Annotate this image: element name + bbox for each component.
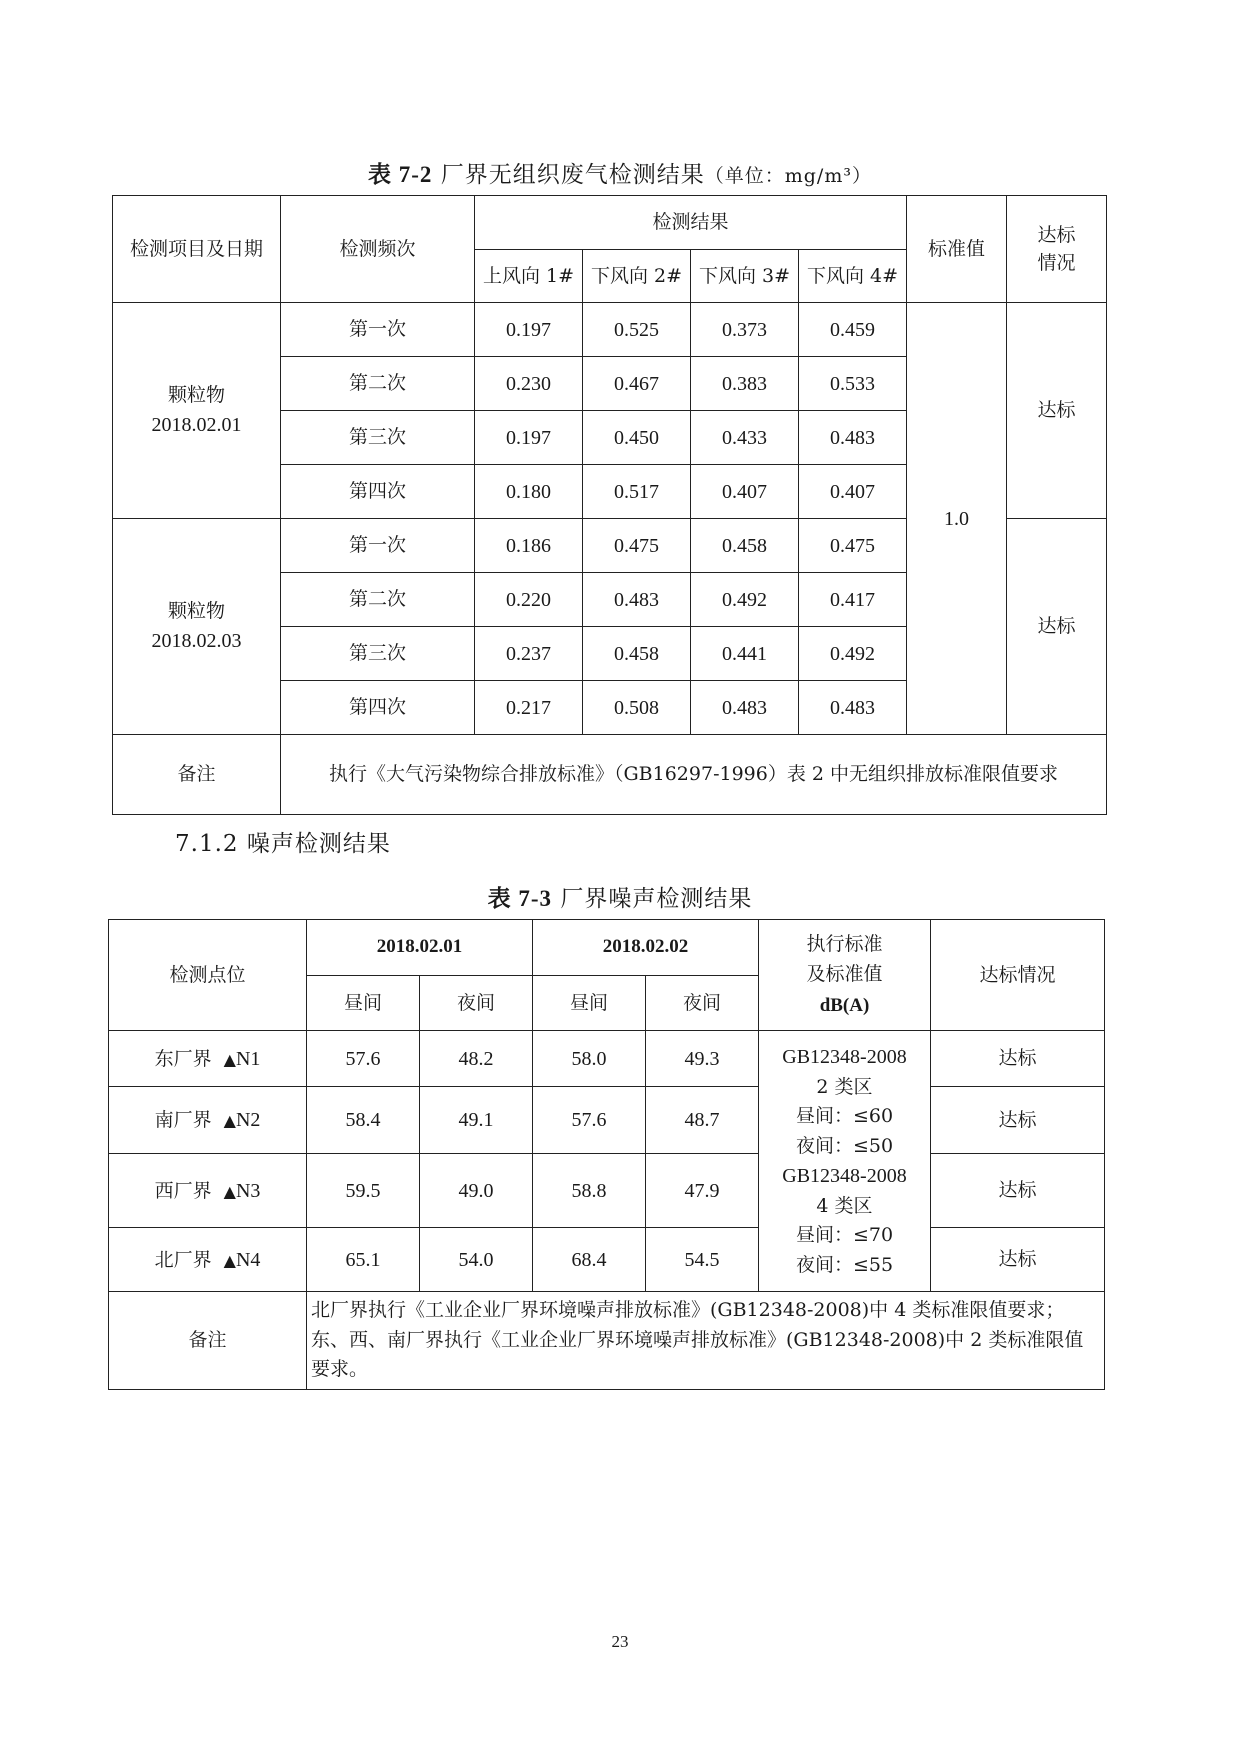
item-name: 颗粒物 (167, 600, 225, 623)
value-cell: 48.7 (646, 1087, 759, 1154)
caption-title: 厂界噪声检测结果 (560, 886, 753, 912)
item-date: 2018.02.03 (151, 629, 242, 652)
value-cell: 0.492 (691, 573, 799, 627)
point-cell (109, 1154, 307, 1228)
table-row (109, 1154, 1105, 1228)
compliance-cell: 达标 (1007, 303, 1107, 519)
item-date: 2018.02.01 (151, 413, 242, 436)
value-cell: 65.1 (307, 1228, 420, 1292)
compliance-cell: 达标 (1007, 519, 1107, 735)
note-row (113, 735, 1107, 815)
header-item-date: 检测项目及日期 (113, 196, 281, 303)
value-cell: 0.230 (475, 357, 583, 411)
frequency-cell: 第四次 (281, 681, 475, 735)
header-compliance: 达标情况 (931, 920, 1105, 1031)
caption-label: 表 7-2 (368, 162, 433, 187)
item-name: 颗粒物 (167, 384, 225, 407)
value-cell: 49.3 (646, 1031, 759, 1087)
point-cell (109, 1031, 307, 1087)
value-cell: 0.533 (799, 357, 907, 411)
point-name: 西厂界 (154, 1179, 212, 1202)
header-compliance (1007, 196, 1107, 303)
value-cell: 0.458 (583, 627, 691, 681)
header-night: 夜间 (420, 976, 533, 1031)
header-standard-line1: 执行标准 (806, 932, 883, 955)
header-site: 下风向 3# (691, 250, 799, 303)
header-day: 昼间 (307, 976, 420, 1031)
value-cell: 0.459 (799, 303, 907, 357)
standard-value: 1.0 (907, 303, 1007, 735)
point-cell (109, 1087, 307, 1154)
value-cell: 49.0 (420, 1154, 533, 1228)
table-row (109, 1087, 1105, 1154)
value-cell: 0.220 (475, 573, 583, 627)
point-name: 北厂界 (154, 1248, 212, 1271)
header-site: 下风向 2# (583, 250, 691, 303)
value-cell: 0.467 (583, 357, 691, 411)
value-cell: 0.407 (691, 465, 799, 519)
header-standard-line2: 及标准值 (806, 963, 883, 986)
header-compliance-line2: 情况 (1037, 252, 1076, 274)
table-row (109, 1031, 1105, 1087)
header-date: 2018.02.01 (307, 920, 533, 976)
section-heading: 7.1.2 噪声检测结果 (175, 831, 391, 857)
value-cell: 48.2 (420, 1031, 533, 1087)
header-standard-unit: dB(A) (819, 994, 870, 1016)
header-frequency: 检测频次 (281, 196, 475, 303)
value-cell: 0.417 (799, 573, 907, 627)
value-cell: 58.8 (533, 1154, 646, 1228)
value-cell: 0.237 (475, 627, 583, 681)
table-7-3-caption (0, 880, 1240, 913)
standard-line: 2 类区 (816, 1075, 873, 1098)
value-cell: 0.450 (583, 411, 691, 465)
note-row (109, 1292, 1105, 1390)
table-7-2-caption (0, 156, 1240, 189)
point-name: 东厂界 (154, 1047, 212, 1070)
triangle-icon: ▲ (223, 1111, 236, 1130)
header-night: 夜间 (646, 976, 759, 1031)
note-label: 备注 (113, 735, 281, 815)
value-cell: 0.373 (691, 303, 799, 357)
standard-cell (759, 1031, 931, 1292)
header-day: 昼间 (533, 976, 646, 1031)
value-cell: 0.180 (475, 465, 583, 519)
value-cell: 57.6 (533, 1087, 646, 1154)
value-cell: 58.4 (307, 1087, 420, 1154)
value-cell: 0.197 (475, 303, 583, 357)
value-cell: 58.0 (533, 1031, 646, 1087)
value-cell: 0.483 (799, 681, 907, 735)
exhaust-gas-table (112, 195, 1107, 815)
value-cell: 0.483 (583, 573, 691, 627)
value-cell: 49.1 (420, 1087, 533, 1154)
compliance-cell: 达标 (931, 1087, 1105, 1154)
value-cell: 0.492 (799, 627, 907, 681)
note-text: 北厂界执行《工业企业厂界环境噪声排放标准》(GB12348-2008)中 4 类标准限值要求；东、西、南厂界执行《工业企业厂界环境噪声排放标准》(GB12348-2008)中 2 类标准限值要求。 (307, 1292, 1105, 1390)
frequency-cell: 第二次 (281, 573, 475, 627)
value-cell: 54.0 (420, 1228, 533, 1292)
standard-line: 夜间：≤55 (795, 1253, 894, 1276)
header-standard (759, 920, 931, 1031)
standard-line: 昼间：≤70 (795, 1224, 894, 1247)
point-code: N2 (235, 1109, 261, 1131)
point-code: N1 (235, 1047, 261, 1070)
point-cell (109, 1228, 307, 1292)
header-site: 下风向 4# (799, 250, 907, 303)
standard-line: GB12348-2008 (782, 1045, 907, 1068)
value-cell: 0.197 (475, 411, 583, 465)
caption-unit: （单位：mg/m³） (704, 165, 872, 187)
page-number: 23 (611, 1632, 629, 1651)
value-cell: 0.525 (583, 303, 691, 357)
value-cell: 0.433 (691, 411, 799, 465)
frequency-cell: 第三次 (281, 411, 475, 465)
compliance-cell: 达标 (931, 1154, 1105, 1228)
item-date-cell (113, 519, 281, 735)
header-date: 2018.02.02 (533, 920, 759, 976)
header-standard: 标准值 (907, 196, 1007, 303)
triangle-icon: ▲ (223, 1181, 236, 1201)
value-cell: 0.475 (799, 519, 907, 573)
value-cell: 0.508 (583, 681, 691, 735)
point-name: 南厂界 (154, 1109, 212, 1131)
table-row (113, 303, 1107, 357)
value-cell: 0.483 (691, 681, 799, 735)
value-cell: 0.458 (691, 519, 799, 573)
noise-table (108, 919, 1105, 1390)
standard-line: 昼间：≤60 (795, 1105, 894, 1128)
value-cell: 0.383 (691, 357, 799, 411)
compliance-cell: 达标 (931, 1228, 1105, 1292)
point-code: N4 (235, 1248, 261, 1271)
frequency-cell: 第四次 (281, 465, 475, 519)
value-cell: 0.407 (799, 465, 907, 519)
value-cell: 0.217 (475, 681, 583, 735)
header-point: 检测点位 (109, 920, 307, 1031)
table-row (109, 1228, 1105, 1292)
point-code: N3 (235, 1179, 261, 1202)
caption-title: 厂界无组织废气检测结果 (440, 162, 705, 188)
value-cell: 0.441 (691, 627, 799, 681)
header-site: 上风向 1# (475, 250, 583, 303)
value-cell: 57.6 (307, 1031, 420, 1087)
value-cell: 47.9 (646, 1154, 759, 1228)
header-results: 检测结果 (475, 196, 907, 250)
frequency-cell: 第三次 (281, 627, 475, 681)
value-cell: 68.4 (533, 1228, 646, 1292)
value-cell: 59.5 (307, 1154, 420, 1228)
standard-line: GB12348-2008 (782, 1165, 907, 1187)
value-cell: 0.475 (583, 519, 691, 573)
item-date-cell (113, 303, 281, 519)
value-cell: 0.483 (799, 411, 907, 465)
compliance-cell: 达标 (931, 1031, 1105, 1087)
value-cell: 0.186 (475, 519, 583, 573)
triangle-icon: ▲ (223, 1250, 236, 1270)
note-text: 执行《大气污染物综合排放标准》（GB16297-1996）表 2 中无组织排放标准限值要求 (281, 735, 1107, 815)
frequency-cell: 第一次 (281, 519, 475, 573)
value-cell: 54.5 (646, 1228, 759, 1292)
caption-label: 表 7-3 (487, 886, 553, 911)
standard-line: 4 类区 (816, 1195, 873, 1217)
frequency-cell: 第一次 (281, 303, 475, 357)
value-cell: 0.517 (583, 465, 691, 519)
note-label: 备注 (109, 1292, 307, 1390)
header-compliance-line1: 达标 (1037, 223, 1076, 246)
frequency-cell: 第二次 (281, 357, 475, 411)
standard-line: 夜间：≤50 (795, 1134, 894, 1157)
triangle-icon: ▲ (223, 1049, 236, 1069)
